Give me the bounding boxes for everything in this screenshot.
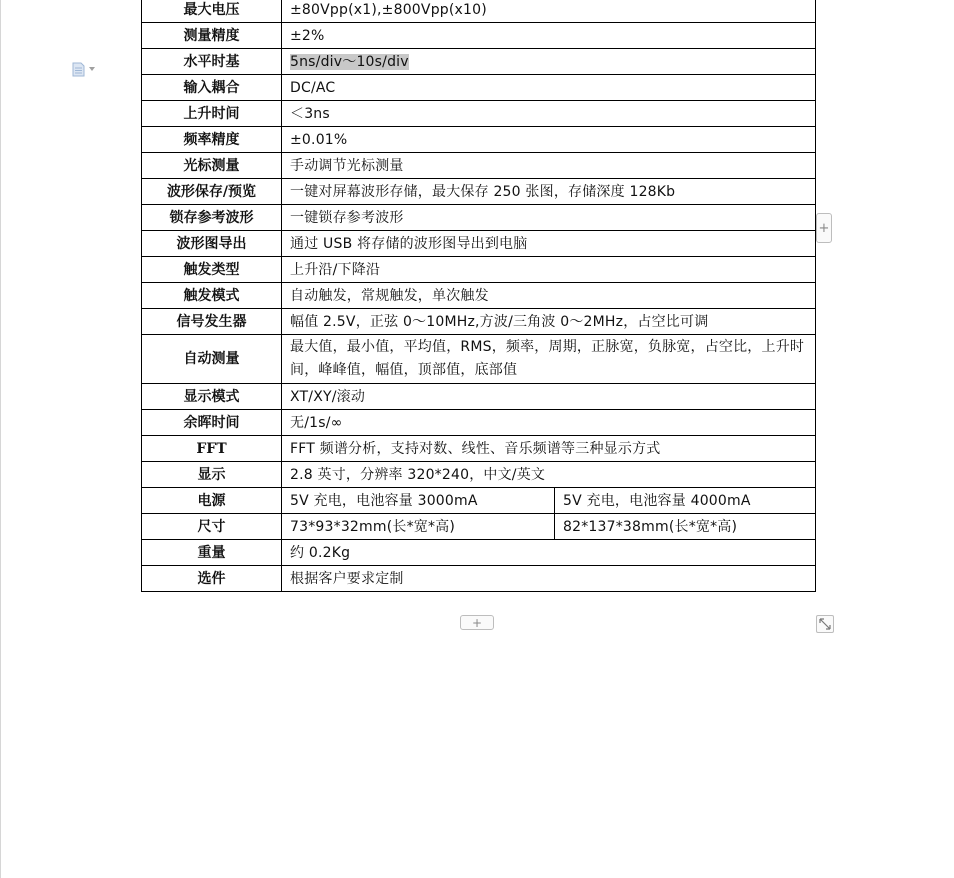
row-label: 触发模式 [142, 283, 282, 309]
table-row [142, 514, 816, 540]
row-value[interactable]: 73*93*32mm(长*宽*高) [282, 514, 555, 540]
table-row [142, 101, 816, 127]
table-row [142, 49, 816, 75]
table-row [142, 566, 816, 592]
row-label: 自动测量 [142, 335, 282, 384]
row-value[interactable] [282, 49, 816, 75]
row-label: 输入耦合 [142, 75, 282, 101]
row-value[interactable]: 自动触发，常规触发，单次触发 [282, 283, 816, 309]
row-label: 锁存参考波形 [142, 205, 282, 231]
plus-icon: + [471, 615, 483, 630]
table-row [142, 410, 816, 436]
row-value[interactable]: 最大值，最小值，平均值，RMS，频率，周期，正脉宽，负脉宽，占空比，上升时间，峰峰值，幅值，顶部值，底部值 [282, 335, 816, 384]
selected-text[interactable]: 5ns/div～10s/div [290, 53, 409, 70]
row-value[interactable]: 约 0.2Kg [282, 540, 816, 566]
document-icon[interactable] [72, 62, 85, 77]
row-label: 最大电压 [142, 0, 282, 23]
table-row [142, 335, 816, 384]
row-label: 余晖时间 [142, 410, 282, 436]
table-row [142, 205, 816, 231]
row-value-2[interactable]: 82*137*38mm(长*宽*高) [555, 514, 816, 540]
row-label: 波形保存/预览 [142, 179, 282, 205]
row-label: 频率精度 [142, 127, 282, 153]
row-value[interactable]: ±80Vpp(x1),±800Vpp(x10) [282, 0, 816, 23]
table-row [142, 179, 816, 205]
chevron-down-icon[interactable] [89, 67, 95, 71]
row-label: FFT [142, 436, 282, 462]
row-label: 电源 [142, 488, 282, 514]
row-value[interactable]: XT/XY/滚动 [282, 384, 816, 410]
table-row [142, 257, 816, 283]
row-label: 光标测量 [142, 153, 282, 179]
row-value[interactable]: 通过 USB 将存储的波形图导出到电脑 [282, 231, 816, 257]
plus-icon: + [818, 220, 830, 236]
row-value-2[interactable]: 5V 充电，电池容量 4000mA [555, 488, 816, 514]
page-edge [0, 0, 1, 878]
row-value[interactable]: 上升沿/下降沿 [282, 257, 816, 283]
add-row-button[interactable] [460, 615, 494, 630]
row-value[interactable]: ±0.01% [282, 127, 816, 153]
row-label: 重量 [142, 540, 282, 566]
row-label: 信号发生器 [142, 309, 282, 335]
row-label: 选件 [142, 566, 282, 592]
add-column-button[interactable] [816, 213, 832, 243]
row-label: 触发类型 [142, 257, 282, 283]
row-label: 上升时间 [142, 101, 282, 127]
table-row [142, 384, 816, 410]
row-value[interactable]: ±2% [282, 23, 816, 49]
row-label: 测量精度 [142, 23, 282, 49]
expand-icon [819, 615, 831, 634]
row-label: 显示模式 [142, 384, 282, 410]
row-value[interactable]: 5V 充电，电池容量 3000mA [282, 488, 555, 514]
row-label: 显示 [142, 462, 282, 488]
table-row [142, 75, 816, 101]
row-label: 尺寸 [142, 514, 282, 540]
row-value[interactable]: 根据客户要求定制 [282, 566, 816, 592]
table-row [142, 23, 816, 49]
row-value[interactable]: 一键锁存参考波形 [282, 205, 816, 231]
row-value[interactable]: 2.8 英寸，分辨率 320*240，中文/英文 [282, 462, 816, 488]
table-row [142, 0, 816, 23]
row-value[interactable]: 手动调节光标测量 [282, 153, 816, 179]
table-row [142, 153, 816, 179]
row-value[interactable]: DC/AC [282, 75, 816, 101]
table-row [142, 231, 816, 257]
table-row [142, 309, 816, 335]
table-row [142, 540, 816, 566]
spec-table [141, 0, 816, 592]
row-value[interactable]: ＜3ns [282, 101, 816, 127]
row-value[interactable]: 幅值 2.5V，正弦 0～10MHz,方波/三角波 0～2MHz，占空比可调 [282, 309, 816, 335]
row-value[interactable]: 一键对屏幕波形存储，最大保存 250 张图，存储深度 128Kb [282, 179, 816, 205]
table-row [142, 488, 816, 514]
table-resize-button[interactable] [816, 615, 834, 633]
row-label: 水平时基 [142, 49, 282, 75]
row-value[interactable]: FFT 频谱分析，支持对数、线性、音乐频谱等三种显示方式 [282, 436, 816, 462]
table-row [142, 283, 816, 309]
row-value[interactable]: 无/1s/∞ [282, 410, 816, 436]
document-menu[interactable] [72, 61, 100, 77]
table-row [142, 436, 816, 462]
table-row [142, 462, 816, 488]
row-label: 波形图导出 [142, 231, 282, 257]
table-row [142, 127, 816, 153]
